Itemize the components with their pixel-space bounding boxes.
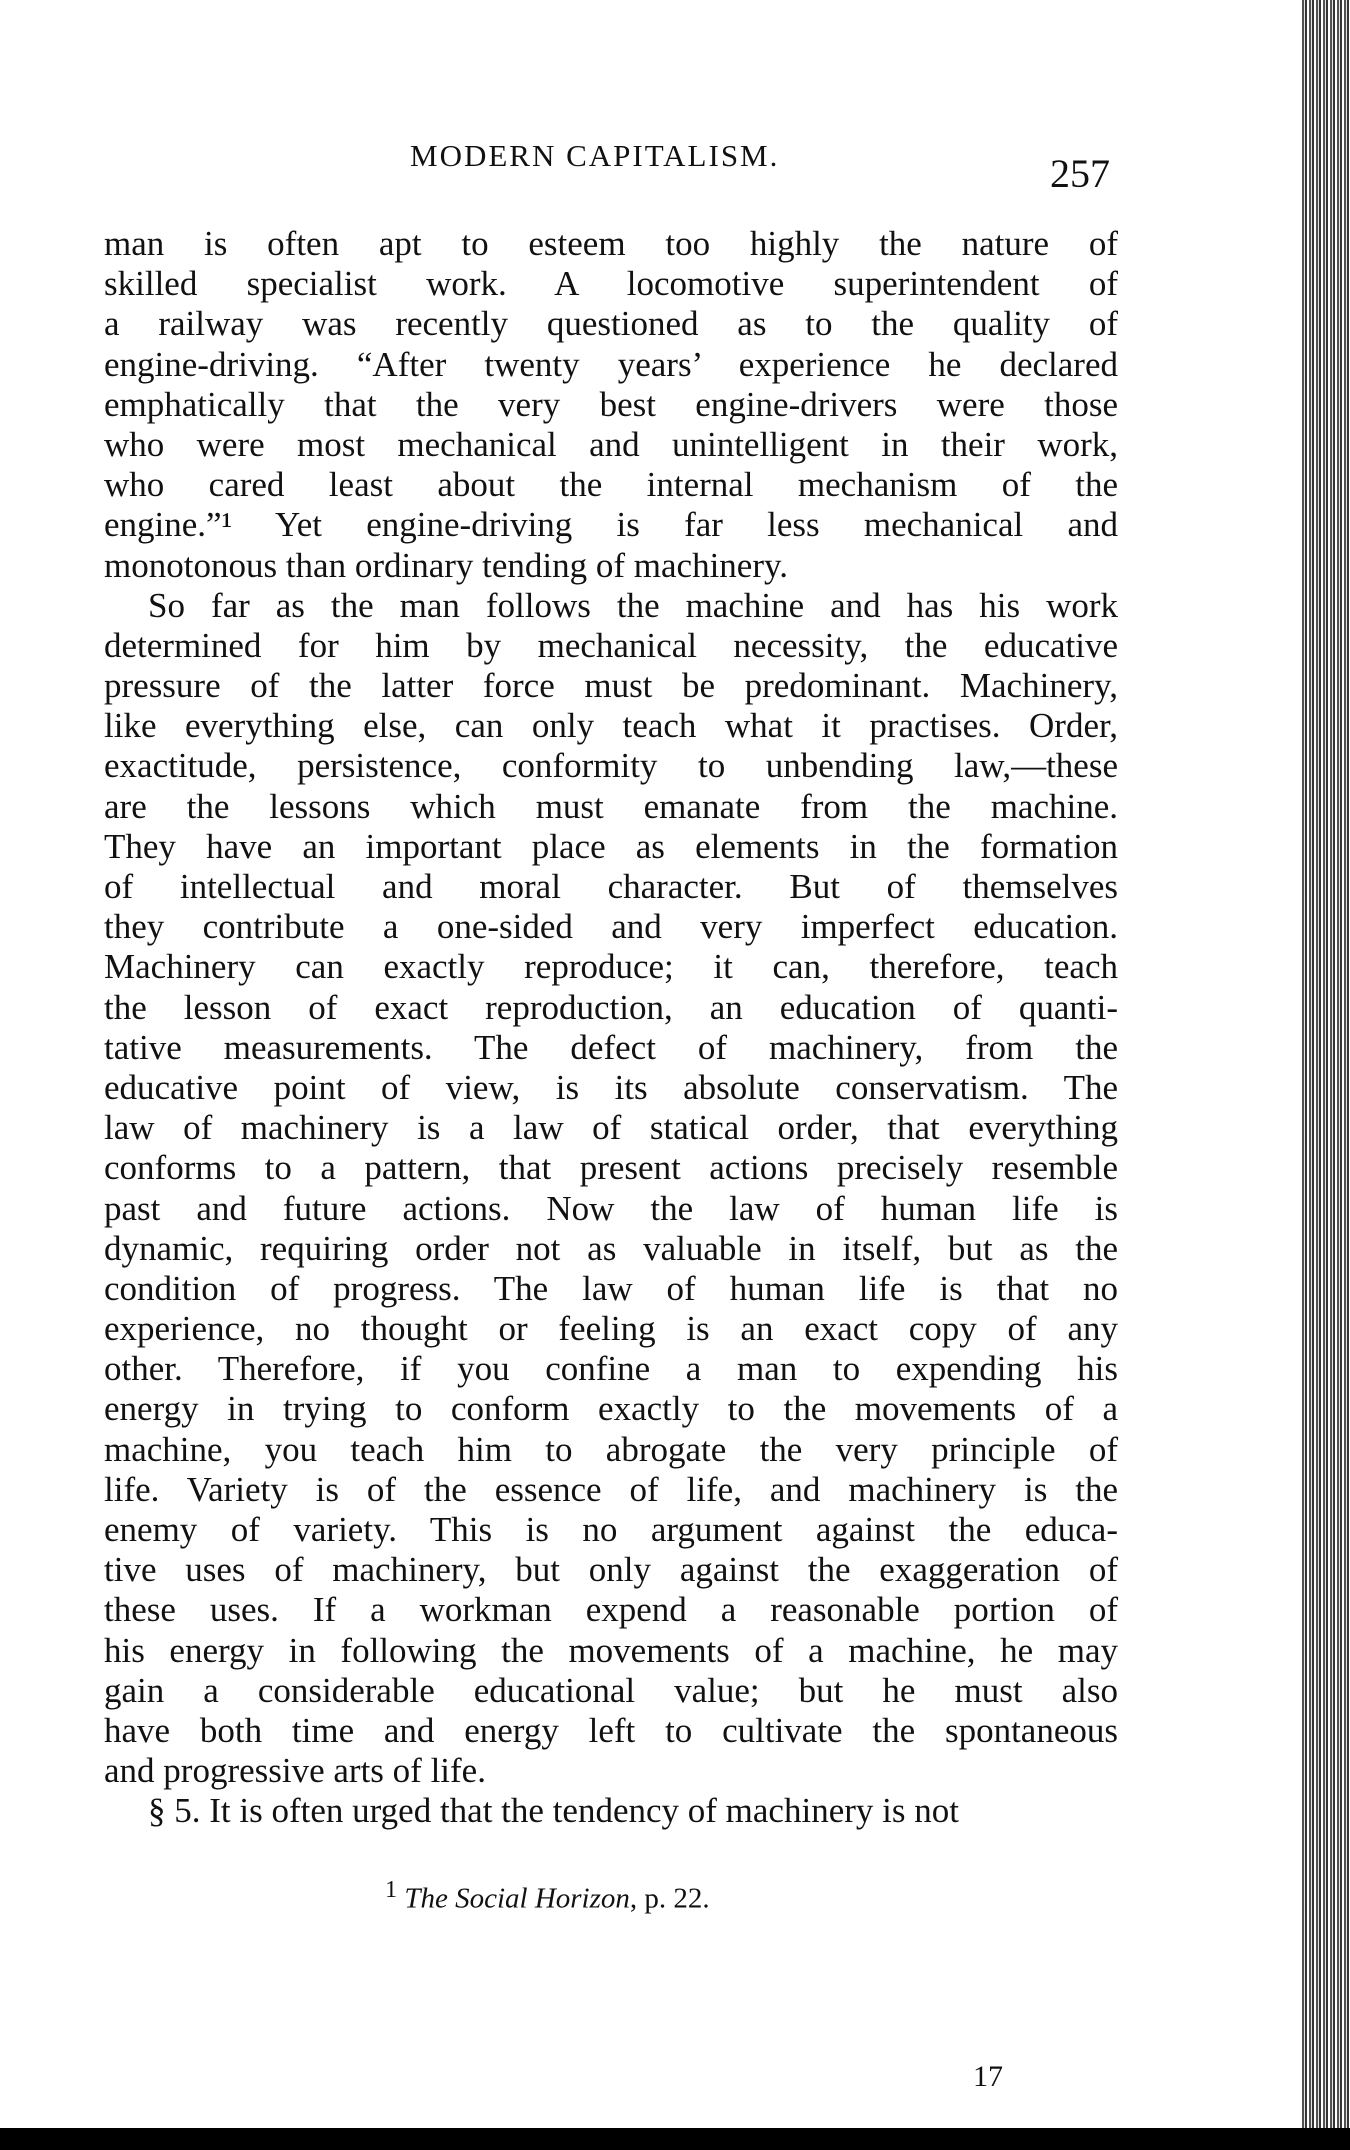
text-line: tative measurements. The defect of machinery, from the bbox=[104, 1027, 1118, 1067]
running-title: MODERN CAPITALISM. bbox=[410, 138, 780, 173]
text-line: monotonous than ordinary tending of machinery. bbox=[104, 545, 788, 585]
text-line: are the lessons which must emanate from the machine. bbox=[104, 786, 1118, 826]
text-line: these uses. If a workman expend a reasonable portion of bbox=[104, 1590, 1118, 1630]
text-line: who were most mechanical and unintelligent in their work, bbox=[104, 424, 1118, 464]
footnote-ref: , p. 22. bbox=[629, 1882, 710, 1915]
text-line: past and future actions. Now the law of human life is bbox=[104, 1188, 1118, 1228]
text-line: of intellectual and moral character. But of themselves bbox=[104, 867, 1118, 906]
text-line: life. Variety is of the essence of life, and machinery is the bbox=[104, 1469, 1118, 1509]
text-line: and progressive arts of life. bbox=[104, 1751, 486, 1791]
text-line: a railway was recently questioned as to the quality of bbox=[104, 304, 1118, 344]
text-line: engine.”¹ Yet engine-driving is far less mechanical and bbox=[104, 505, 1118, 545]
text-line: So far as the man follows the machine and has his work bbox=[148, 585, 1118, 625]
page-edge-stack bbox=[1300, 0, 1350, 2150]
text-line: dynamic, requiring order not as valuable in itself, but as the bbox=[104, 1228, 1118, 1268]
text-line: They have an important place as elements in the formation bbox=[104, 826, 1118, 866]
text-line: his energy in following the movements of a machine, he may bbox=[104, 1630, 1118, 1670]
text-line: other. Therefore, if you confine a man to expending his bbox=[104, 1349, 1118, 1389]
text-line: exactitude, persistence, conformity to unbending law,—these bbox=[104, 746, 1118, 786]
text-line: have both time and energy left to cultivate the spontaneous bbox=[104, 1710, 1118, 1750]
text-line: experience, no thought or feeling is an exact copy of any bbox=[104, 1309, 1118, 1349]
text-line: energy in trying to conform exactly to the movements of a bbox=[104, 1389, 1118, 1429]
text-line: conforms to a pattern, that present actions precisely resemble bbox=[104, 1148, 1118, 1188]
page-number: 257 bbox=[1050, 151, 1110, 196]
footnote-marker: 1 bbox=[385, 1876, 398, 1903]
text-line: the lesson of exact reproduction, an education of quanti- bbox=[104, 987, 1118, 1027]
text-line: they contribute a one-sided and very imperfect education. bbox=[104, 907, 1118, 947]
text-line: who cared least about the internal mechanism of the bbox=[104, 465, 1118, 505]
text-line: § 5. It is often urged that the tendency of machinery is not bbox=[148, 1791, 959, 1831]
text-line: like everything else, can only teach what it practises. Order, bbox=[104, 706, 1118, 746]
text-line: gain a considerable educational value; but he must also bbox=[104, 1670, 1118, 1710]
text-line: enemy of variety. This is no argument against the educa- bbox=[104, 1510, 1118, 1549]
text-line: skilled specialist work. A locomotive superintendent of bbox=[104, 264, 1118, 304]
text-line: Machinery can exactly reproduce; it can, therefore, teach bbox=[104, 947, 1118, 987]
text-line: educative point of view, is its absolute conservatism. The bbox=[104, 1067, 1118, 1107]
signature-mark: 17 bbox=[973, 2060, 1003, 2093]
footnote-title: The Social Horizon bbox=[404, 1882, 630, 1915]
text-line: tive uses of machinery, but only against the exaggeration of bbox=[104, 1550, 1118, 1590]
text-line: machine, you teach him to abrogate the very principle of bbox=[104, 1429, 1118, 1469]
text-line: law of machinery is a law of statical order, that everything bbox=[104, 1108, 1118, 1148]
text-line: condition of progress. The law of human life is that no bbox=[104, 1268, 1118, 1308]
text-line: pressure of the latter force must be predominant. Machinery, bbox=[104, 666, 1118, 706]
text-line: engine-driving. “After twenty years’ experience he declared bbox=[104, 344, 1118, 384]
text-line: determined for him by mechanical necessity, the educative bbox=[104, 625, 1118, 665]
scan-border bbox=[0, 2128, 1350, 2150]
body-text bbox=[104, 224, 1118, 1832]
text-line: man is often apt to esteem too highly the nature of bbox=[104, 224, 1118, 263]
footnote bbox=[385, 1876, 710, 1916]
text-line: emphatically that the very best engine-drivers were those bbox=[104, 384, 1118, 424]
